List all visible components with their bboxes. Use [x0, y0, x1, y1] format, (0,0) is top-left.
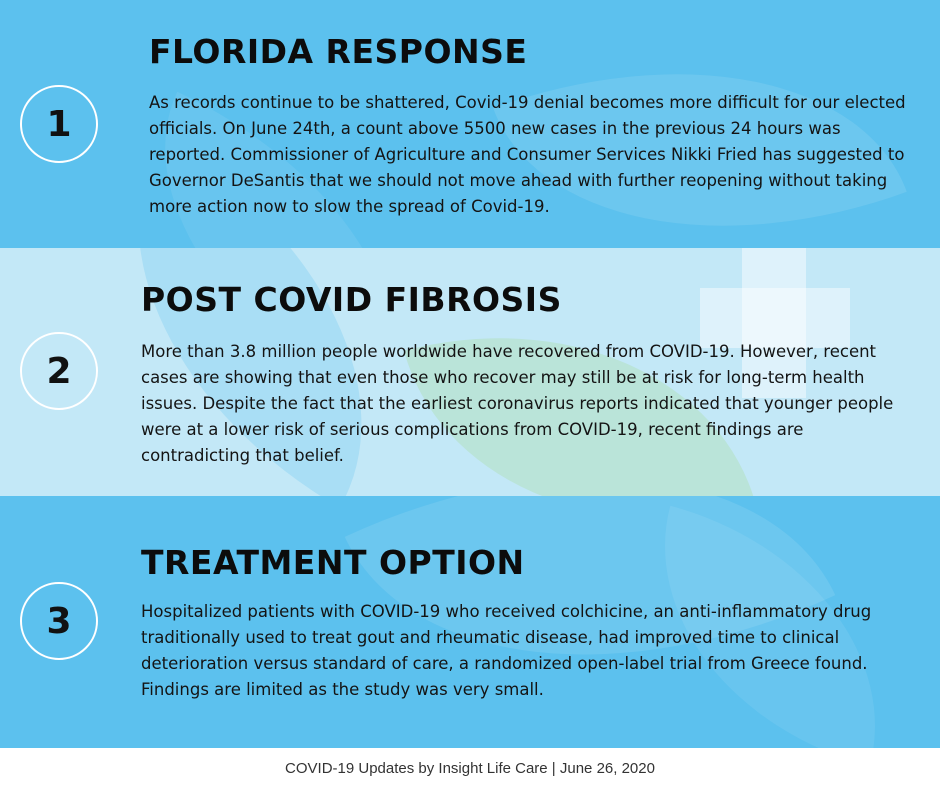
section-body-1: As records continue to be shattered, Covid-19 denial becomes more difficult for our elected officials. On June 24th, a count above 5500 new cases in the previous 24 hours was reported. Commissioner of Agriculture and Consumer Services Nikki Fried has suggested to Governor DeSantis that we should not move ahead with further reopening without taking more action now to slow the spread of Covid-19.: [149, 93, 906, 216]
section-body-2: More than 3.8 million people worldwide have recovered from COVID-19. However, recent cases are showing that even those who recover may still be at risk for long-term health issues. Despite the fact that the earliest coronavirus reports indicated that younger people were at a lower risk of serious complications from COVID-19, recent findings are contradicting that belief.: [141, 342, 894, 465]
section-heading-2: POST COVID FIBROSIS: [141, 280, 562, 319]
section-number-3: 3: [20, 582, 98, 660]
section-body-3: Hospitalized patients with COVID-19 who received colchicine, an anti-inflammatory drug traditionally used to treat gout and rheumatic disease, had improved time to clinical deterioration versus standard of care, a randomized open-label trial from Greece found. Findings are limited as the study was very small.: [141, 602, 872, 699]
section-heading-1: FLORIDA RESPONSE: [149, 32, 528, 71]
footer-caption: COVID-19 Updates by Insight Life Care | June 26, 2020: [0, 748, 940, 788]
section-heading-3: TREATMENT OPTION: [141, 543, 525, 582]
section-number-1: 1: [20, 85, 98, 163]
section-number-2: 2: [20, 332, 98, 410]
